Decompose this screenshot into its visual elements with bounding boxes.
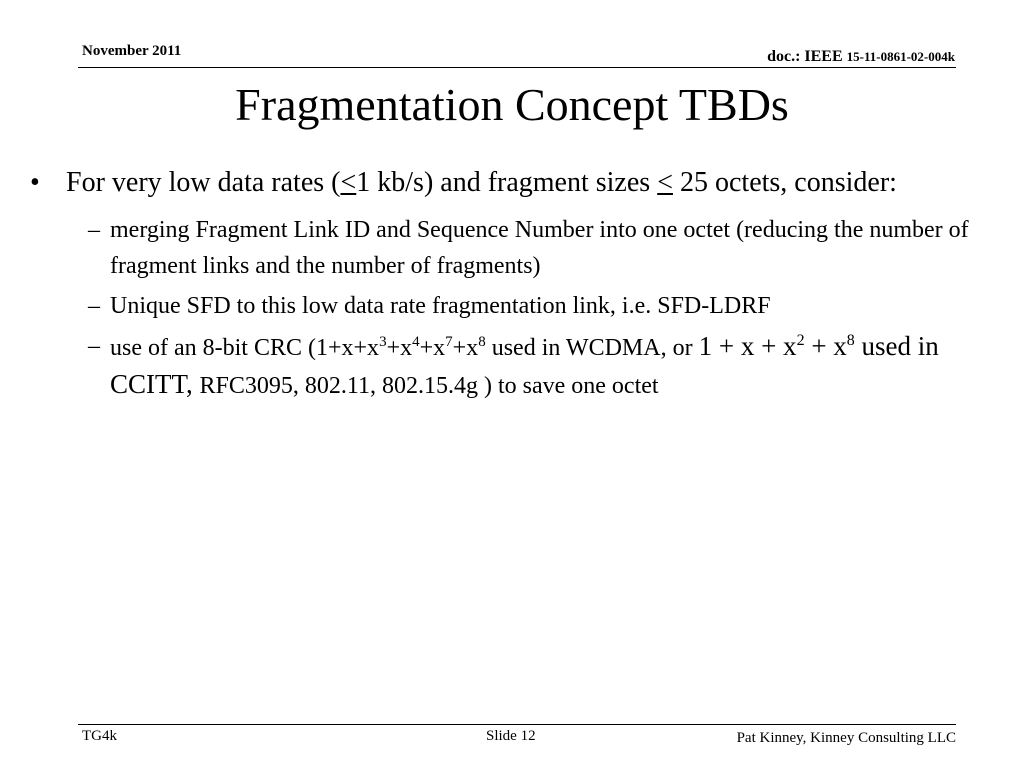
sub-item-merging	[30, 212, 990, 284]
crc-text: +x	[419, 335, 446, 361]
header-doc-label: doc.: IEEE	[767, 48, 843, 65]
sub-item-text: merging Fragment Link ID and Sequence Number into one octet (reducing the number of fragment links and the number of fragments)	[110, 217, 969, 279]
sub-item-text: Unique SFD to this low data rate fragmentation link, i.e. SFD-LDRF	[110, 293, 771, 319]
exponent: 4	[412, 334, 420, 350]
slide-title: Fragmentation Concept TBDs	[235, 79, 789, 130]
header-doc-id	[767, 48, 955, 66]
crc-text: +x	[452, 335, 479, 361]
bullet-main-text-3: 25 octets, consider:	[672, 167, 897, 198]
header-doc-number: 15-11-0861-02-004k	[846, 49, 955, 64]
exponent: 8	[478, 334, 486, 350]
bullet-main-text-1: For very low data rates (	[66, 167, 341, 198]
header-divider	[78, 67, 956, 68]
exponent: 8	[846, 332, 855, 349]
less-equal-symbol: <	[657, 167, 673, 198]
crc-text: RFC3095, 802.11, 802.15.4g ) to save one octet	[199, 373, 659, 399]
exponent: 3	[379, 334, 387, 350]
dash-marker: –	[88, 217, 100, 243]
bullet-main	[30, 164, 990, 202]
bullet-marker: •	[30, 167, 40, 198]
exponent: 7	[445, 334, 453, 350]
sub-item-crc	[30, 328, 990, 404]
crc-text: 1 + x + x	[698, 331, 797, 361]
crc-text: used in CCITT,	[110, 331, 939, 399]
dash-marker: –	[88, 293, 100, 319]
crc-text: use of an 8-bit CRC (1+x+x	[110, 335, 380, 361]
crc-text: +x	[386, 335, 413, 361]
slide-number: Slide 12	[486, 728, 536, 744]
slide-body	[30, 164, 990, 404]
bullet-main-text-2: 1 kb/s) and fragment sizes	[356, 167, 658, 198]
crc-text: + x	[804, 331, 847, 361]
dash-marker: –	[88, 333, 100, 359]
footer-group: TG4k	[82, 728, 117, 744]
crc-text: used in WCDMA, or	[485, 335, 699, 361]
header-date: November 2011	[82, 43, 182, 59]
footer-divider	[78, 724, 956, 725]
exponent: 2	[796, 332, 805, 349]
less-equal-symbol: <	[340, 167, 357, 198]
sub-item-unique-sfd	[30, 288, 990, 324]
footer-author: Pat Kinney, Kinney Consulting LLC	[736, 730, 956, 746]
